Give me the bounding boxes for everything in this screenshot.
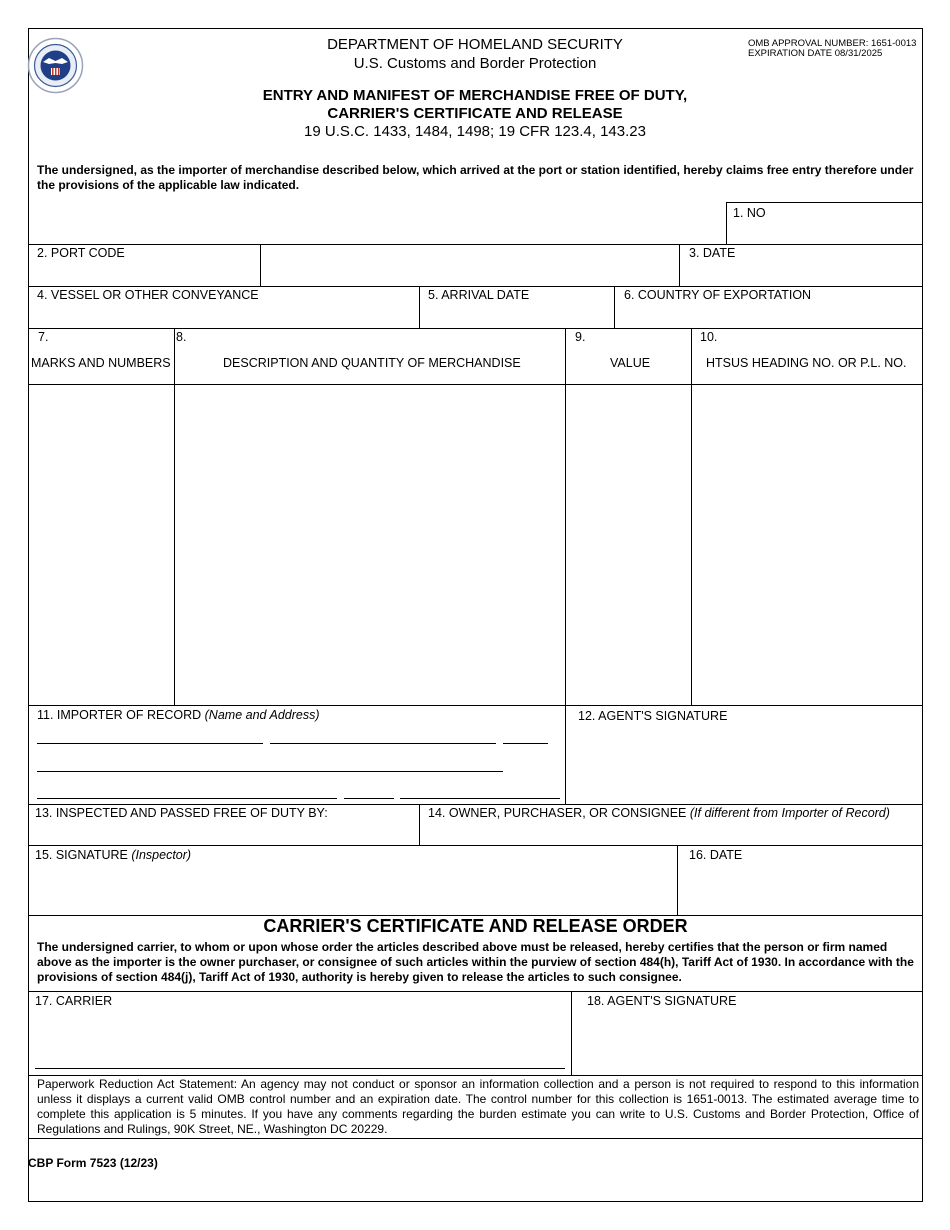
field-5-label: 5. ARRIVAL DATE [428, 288, 530, 302]
field-15-label: 15. SIGNATURE (Inspector) [35, 848, 192, 862]
form-identifier: CBP Form 7523 (12/23) [28, 1156, 158, 1170]
row-line [28, 1138, 923, 1139]
importer-underline [37, 743, 263, 744]
field-8-description[interactable] [175, 385, 565, 705]
importer-underline [400, 798, 560, 799]
field-16-label: 16. DATE [689, 848, 743, 862]
frame-right [922, 28, 923, 1202]
department-name: DEPARTMENT OF HOMELAND SECURITY [327, 36, 623, 53]
col7-header: MARKS AND NUMBERS [31, 356, 171, 370]
field-16-date[interactable] [678, 846, 922, 915]
field-11-importer[interactable] [29, 706, 565, 804]
field-14-label: 14. OWNER, PURCHASER, OR CONSIGNEE (If different from Importer of Record) [428, 806, 890, 820]
agency-name: U.S. Customs and Border Protection [353, 55, 597, 72]
expiration-date: EXPIRATION DATE 08/31/2025 [748, 48, 883, 59]
row-line [28, 1075, 923, 1076]
field-10-htsus[interactable] [692, 385, 922, 705]
form-title-line2: CARRIER'S CERTIFICATE AND RELEASE [327, 105, 623, 122]
field-3-label: 3. DATE [689, 246, 736, 260]
intro-statement: The undersigned, as the importer of merchandise described below, which arrived at the port or station identified, hereby claims free entry therefore under the provisions of the applicable law indicated. [37, 163, 914, 192]
dhs-seal-icon [27, 37, 84, 94]
field-14-owner[interactable] [420, 805, 922, 845]
importer-underline [37, 771, 503, 772]
field-12-label: 12. AGENT'S SIGNATURE [578, 709, 728, 723]
field-18-agent-signature[interactable] [572, 992, 922, 1075]
field-11-label: 11. IMPORTER OF RECORD (Name and Address) [37, 708, 320, 722]
field-17-carrier[interactable] [29, 992, 571, 1075]
col7-number: 7. [38, 330, 49, 344]
field-2-label: 2. PORT CODE [37, 246, 125, 260]
field-1-no[interactable] [726, 202, 922, 245]
field-18-label: 18. AGENT'S SIGNATURE [587, 994, 737, 1008]
field-9-value[interactable] [566, 385, 691, 705]
carrier-section-heading: CARRIER'S CERTIFICATE AND RELEASE ORDER [263, 916, 688, 936]
importer-underline [344, 798, 394, 799]
paperwork-reduction-statement: Paperwork Reduction Act Statement: An agency may not conduct or sponsor an information collection and a person is not required to respond to this information unless it displays a current valid OMB control number and an expiration date. The control number for this collection is 1651-0013. The estimated average time to complete this application is 5 minutes. If you have any comments regarding the burden estimate you can write to U.S. Customs and Border Protection, Office of Regulations and Rulings, 90K Street, NE., Washington DC 20229. [37, 1077, 919, 1136]
col8-number: 8. [176, 330, 187, 344]
importer-underline [270, 743, 496, 744]
carrier-underline [35, 1068, 565, 1069]
field-4-label: 4. VESSEL OR OTHER CONVEYANCE [37, 288, 259, 302]
field-port-extra[interactable] [261, 245, 679, 286]
carrier-certificate-text: The undersigned carrier, to whom or upon whose order the articles described above must be released, hereby certifies that the person or firm named above as the importer is the owner purchaser, or consignee of such articles within the purview of section 484(h), Tariff Act of 1930. In accordance with the provisions of section 484(j), Tariff Act of 1930, authority is hereby given to release the articles to such consignee. [37, 940, 914, 984]
field-13-inspected-by[interactable] [29, 805, 419, 845]
frame-top [28, 28, 923, 29]
col8-header: DESCRIPTION AND QUANTITY OF MERCHANDISE [223, 356, 521, 370]
field-6-label: 6. COUNTRY OF EXPORTATION [624, 288, 812, 302]
col9-number: 9. [575, 330, 586, 344]
field-15-signature[interactable] [29, 846, 677, 915]
importer-underline [503, 743, 548, 744]
form-citation: 19 U.S.C. 1433, 1484, 1498; 19 CFR 123.4, 143.23 [304, 123, 646, 140]
form-title-line1: ENTRY AND MANIFEST OF MERCHANDISE FREE OF DUTY, [262, 87, 688, 104]
field-17-label: 17. CARRIER [35, 994, 113, 1008]
col9-header: VALUE [610, 356, 651, 370]
frame-bottom [28, 1201, 923, 1202]
field-13-label: 13. INSPECTED AND PASSED FREE OF DUTY BY: [35, 806, 328, 820]
row-line [28, 328, 923, 329]
col10-number: 10. [700, 330, 718, 344]
field-1-label: 1. NO [733, 206, 766, 220]
field-7-marks-numbers[interactable] [29, 385, 174, 705]
col10-header: HTSUS HEADING NO. OR P.L. NO. [706, 356, 907, 370]
omb-approval: OMB APPROVAL NUMBER: 1651-0013 [748, 38, 917, 49]
importer-underline [37, 798, 337, 799]
field-12-agent-signature[interactable] [566, 706, 922, 804]
